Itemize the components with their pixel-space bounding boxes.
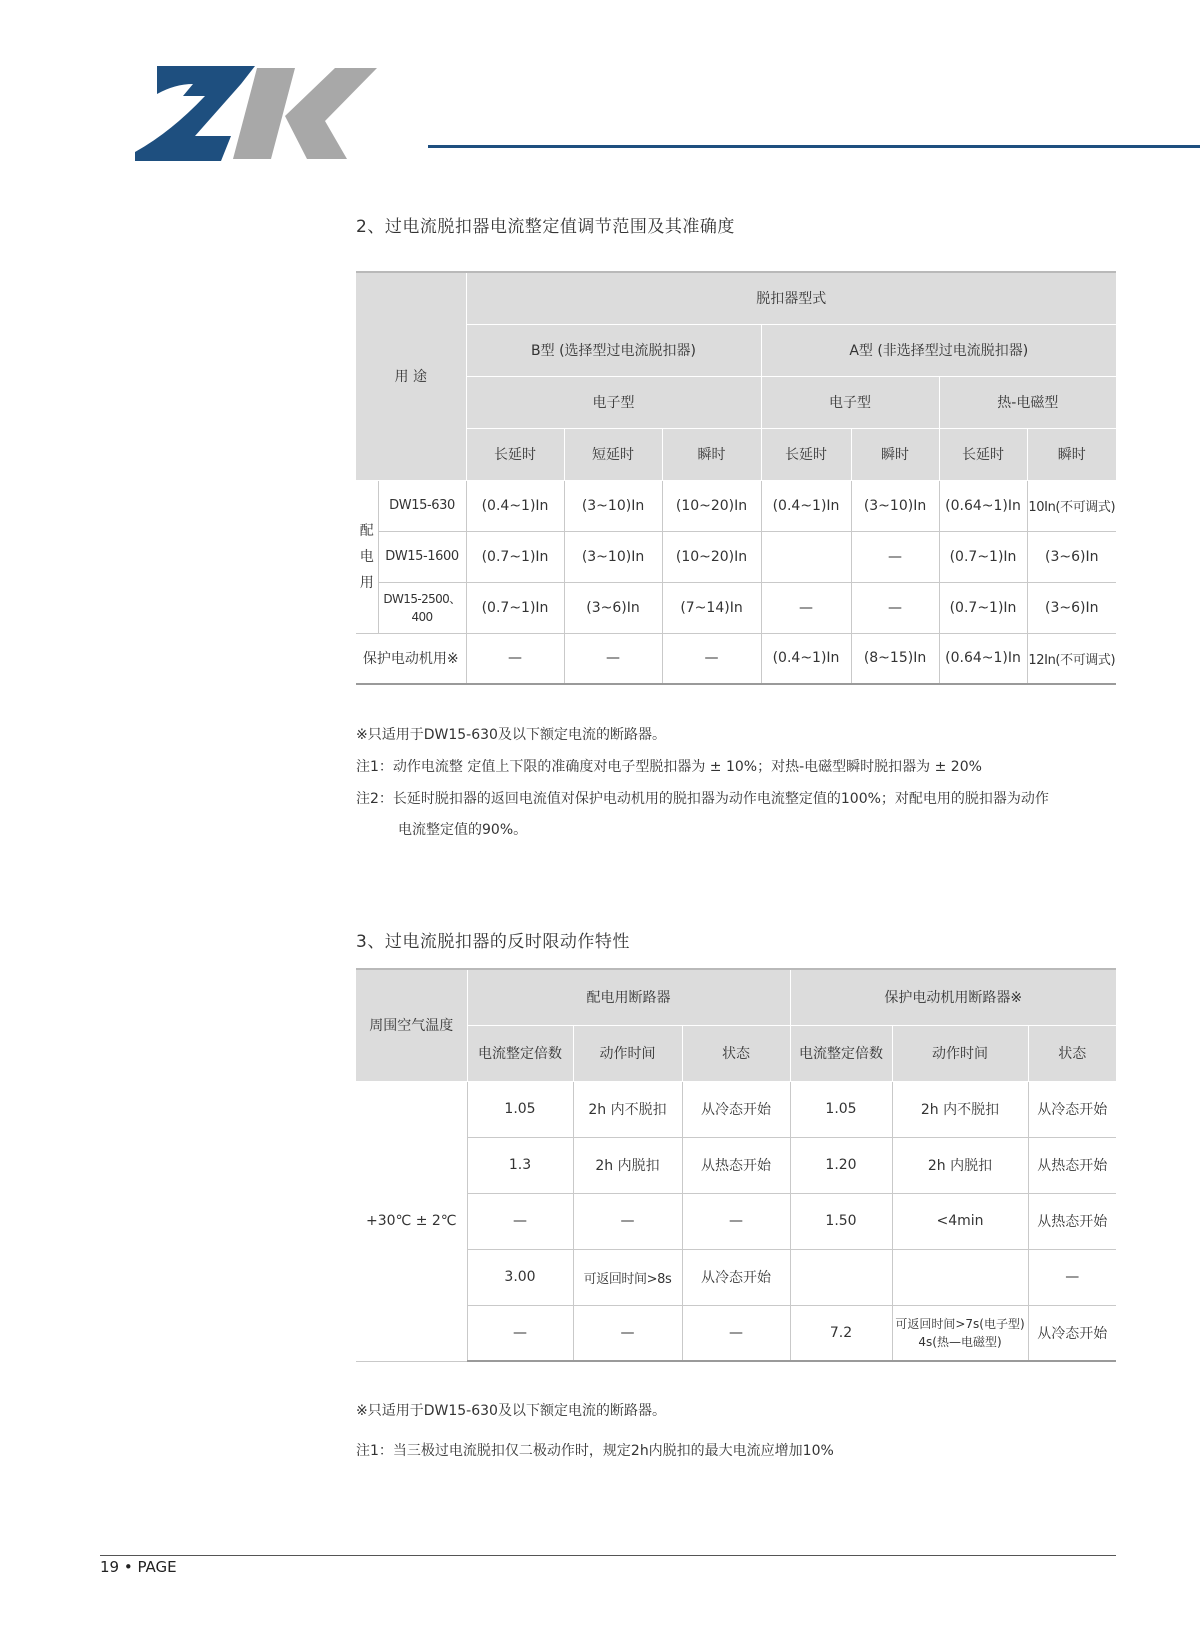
table-cell: — bbox=[851, 531, 939, 582]
section-2-note-2-cont: 电流整定值的90%。 bbox=[398, 822, 528, 838]
table-cell: (0.4~1)In bbox=[466, 480, 564, 531]
table-cell bbox=[892, 1249, 1028, 1305]
subheader: 动作时间 bbox=[892, 1025, 1028, 1081]
table-cell bbox=[761, 531, 851, 582]
table-cell: 从热态开始 bbox=[1028, 1193, 1116, 1249]
table-cell: 从冷态开始 bbox=[1028, 1305, 1116, 1361]
section-3-note-1: 注1：当三极过电流脱扣仅二极动作时，规定2h内脱扣的最大电流应增加10% bbox=[356, 1443, 834, 1459]
subheader: 动作时间 bbox=[573, 1025, 682, 1081]
table-cell bbox=[790, 1249, 892, 1305]
table-cell: (3~10)In bbox=[564, 480, 662, 531]
table-cell: 1.05 bbox=[467, 1081, 573, 1137]
section-2-title: 2、过电流脱扣器电流整定值调节范围及其准确度 bbox=[356, 217, 735, 237]
col-header: 瞬时 bbox=[851, 428, 939, 480]
table-cell: — bbox=[467, 1305, 573, 1361]
col-header: 长延时 bbox=[761, 428, 851, 480]
table-cell: (0.64~1)In bbox=[939, 480, 1027, 531]
table-cell: 10In(不可调式) bbox=[1027, 480, 1116, 531]
table-cell: (3~10)In bbox=[851, 480, 939, 531]
table-cell bbox=[892, 1305, 1028, 1361]
logo-k-arm bbox=[285, 68, 377, 159]
table-cell: 从冷态开始 bbox=[682, 1081, 790, 1137]
footer-rule bbox=[100, 1555, 1116, 1556]
release-type-header: 脱扣器型式 bbox=[466, 272, 1116, 324]
subheader: 状态 bbox=[1028, 1025, 1116, 1081]
table-cell: (0.7~1)In bbox=[466, 531, 564, 582]
table-cell: 1.3 bbox=[467, 1137, 573, 1193]
subheader: 电流整定倍数 bbox=[790, 1025, 892, 1081]
release-setting-table bbox=[356, 271, 1116, 685]
table-cell: — bbox=[851, 582, 939, 633]
table-cell: (3~6)In bbox=[1027, 531, 1116, 582]
table-cell: (8~15)In bbox=[851, 633, 939, 684]
table-cell: — bbox=[1028, 1249, 1116, 1305]
table-cell: (0.4~1)In bbox=[761, 480, 851, 531]
motor-group-header: 保护电动机用断路器※ bbox=[790, 969, 1116, 1025]
inverse-time-table bbox=[356, 968, 1116, 1362]
b-electronic-header: 电子型 bbox=[466, 376, 761, 428]
table-cell: — bbox=[467, 1193, 573, 1249]
table-cell: 1.50 bbox=[790, 1193, 892, 1249]
table-cell: 1.05 bbox=[790, 1081, 892, 1137]
table-cell: 2h 内脱扣 bbox=[573, 1137, 682, 1193]
table-cell: (0.4~1)In bbox=[761, 633, 851, 684]
header-rule bbox=[428, 145, 1200, 148]
table-cell: — bbox=[466, 633, 564, 684]
a-electronic-header: 电子型 bbox=[761, 376, 939, 428]
col-header: 短延时 bbox=[564, 428, 662, 480]
table-cell: (10~20)In bbox=[662, 480, 761, 531]
table-cell: 2h 内不脱扣 bbox=[892, 1081, 1028, 1137]
table-cell: — bbox=[573, 1305, 682, 1361]
distribution-label: 配 电 用 bbox=[356, 480, 378, 633]
table-cell: 2h 内不脱扣 bbox=[573, 1081, 682, 1137]
col-header: 长延时 bbox=[466, 428, 564, 480]
section-2-note-2: 注2：长延时脱扣器的返回电流值对保护电动机用的脱扣器为动作电流整定值的100%；对配电用的脱扣器为动作 bbox=[356, 791, 1049, 807]
table-cell: (0.7~1)In bbox=[466, 582, 564, 633]
distribution-group-header: 配电用断路器 bbox=[467, 969, 790, 1025]
table-cell: 7.2 bbox=[790, 1305, 892, 1361]
table-cell: (0.7~1)In bbox=[939, 582, 1027, 633]
table-cell: <4min bbox=[892, 1193, 1028, 1249]
zk-logo bbox=[135, 66, 395, 161]
a-type-header: A型 (非选择型过电流脱扣器) bbox=[761, 324, 1116, 376]
table-cell: 从冷态开始 bbox=[1028, 1081, 1116, 1137]
table-cell: 可返回时间>8s bbox=[573, 1249, 682, 1305]
table-cell: — bbox=[573, 1193, 682, 1249]
table-cell: — bbox=[662, 633, 761, 684]
col-header: 长延时 bbox=[939, 428, 1027, 480]
table-cell: 从冷态开始 bbox=[682, 1249, 790, 1305]
section-2-footnote: ※只适用于DW15-630及以下额定电流的断路器。 bbox=[356, 727, 666, 743]
usage-header: 用 途 bbox=[356, 272, 466, 480]
table-cell: (7~14)In bbox=[662, 582, 761, 633]
col-header: 瞬时 bbox=[1027, 428, 1116, 480]
col-header: 瞬时 bbox=[662, 428, 761, 480]
table-cell: 2h 内脱扣 bbox=[892, 1137, 1028, 1193]
section-2-note-1: 注1：动作电流整 定值上下限的准确度对电子型脱扣器为 ± 10%；对热-电磁型瞬时脱扣器为 ± 20% bbox=[356, 759, 982, 775]
table-cell: — bbox=[564, 633, 662, 684]
table-cell: — bbox=[761, 582, 851, 633]
subheader: 状态 bbox=[682, 1025, 790, 1081]
section-3-footnote: ※只适用于DW15-630及以下额定电流的断路器。 bbox=[356, 1403, 666, 1419]
page-number: 19 • PAGE bbox=[100, 1558, 177, 1576]
ambient-temp-header: 周围空气温度 bbox=[356, 969, 467, 1081]
thermal-em-header: 热-电磁型 bbox=[939, 376, 1116, 428]
section-3-title: 3、过电流脱扣器的反时限动作特性 bbox=[356, 932, 630, 952]
time-line-thermal: 4s(热—电磁型) bbox=[918, 1334, 1002, 1349]
table-cell: — bbox=[682, 1305, 790, 1361]
model-cell: DW15-1600 bbox=[378, 531, 466, 582]
model-cell: DW15-630 bbox=[378, 480, 466, 531]
table-cell: (0.7~1)In bbox=[939, 531, 1027, 582]
table-cell: (3~6)In bbox=[1027, 582, 1116, 633]
table-cell: 1.20 bbox=[790, 1137, 892, 1193]
subheader: 电流整定倍数 bbox=[467, 1025, 573, 1081]
table-cell: 从热态开始 bbox=[682, 1137, 790, 1193]
table-cell: — bbox=[682, 1193, 790, 1249]
b-type-header: B型 (选择型过电流脱扣器) bbox=[466, 324, 761, 376]
table-cell: (3~6)In bbox=[564, 582, 662, 633]
time-line-electronic: 可返回时间>7s(电子型) bbox=[895, 1316, 1025, 1331]
ambient-temp-value: +30℃ ± 2℃ bbox=[356, 1081, 467, 1361]
table-cell: 3.00 bbox=[467, 1249, 573, 1305]
table-cell: 从热态开始 bbox=[1028, 1137, 1116, 1193]
table-cell: (0.64~1)In bbox=[939, 633, 1027, 684]
model-cell: DW15-2500、400 bbox=[378, 582, 466, 633]
table-cell: (3~10)In bbox=[564, 531, 662, 582]
table-cell: 12In(不可调式) bbox=[1027, 633, 1116, 684]
table-cell: (10~20)In bbox=[662, 531, 761, 582]
motor-protection-label: 保护电动机用※ bbox=[356, 633, 466, 684]
